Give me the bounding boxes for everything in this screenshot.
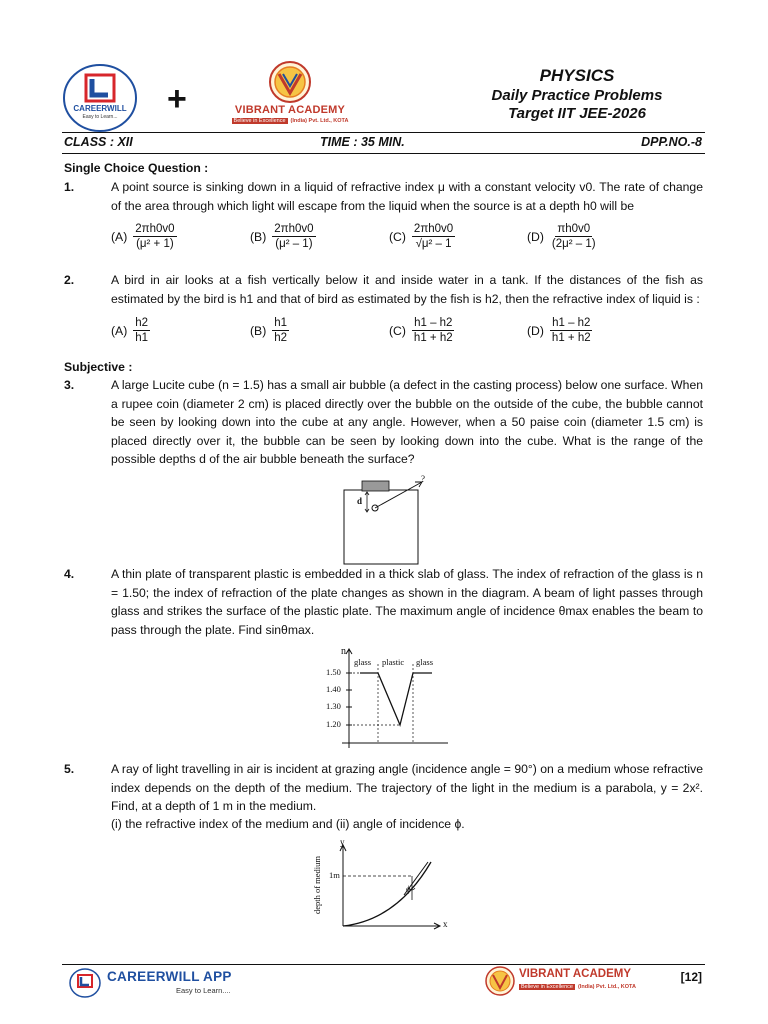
q4-number: 4. — [64, 567, 75, 581]
vibrant-logo-name: VIBRANT ACADEMY — [234, 104, 346, 116]
q3-text: A large Lucite cube (n = 1.5) has a small air bubble (a defect in the casting process) below one surface. When a rupee coin (diameter 2 cm) is placed directly over the bubble on the outside of the cube, the bubble cannot be seen by looking down into the cube at any angle. However, when a 50 paise coin (diameter 1.5 cm) is placed directly over it, the bubble can be seen by looking down into the cube. What is the range of the possible depths d of the air bubble beneath the surface? — [111, 378, 703, 466]
parabola-ylabel: depth of medium — [312, 855, 323, 915]
plate-tick-1-40: 1.40 — [326, 684, 341, 694]
footer-vibrant-motto: Believe in Excellence — [521, 984, 573, 990]
figure-refractive-index-plate — [320, 646, 450, 750]
subject-title: PHYSICS — [539, 66, 615, 85]
footer-vibrant-name: VIBRANT ACADEMY — [519, 968, 632, 980]
q2-option-a-label: (A) — [111, 323, 128, 338]
section-subjective: Subjective : — [64, 360, 133, 374]
target-title: Target IIT JEE-2026 — [508, 105, 646, 122]
figure-parabola-trajectory — [312, 837, 457, 932]
q1-option-a-num: 2πh0v0 — [135, 223, 175, 235]
q5-number: 5. — [64, 762, 75, 776]
header-rule-top — [62, 132, 705, 133]
q1-option-b-den: (μ² – 1) — [275, 238, 313, 250]
q1-option-b-num: 2πh0v0 — [274, 223, 314, 235]
info-class: CLASS : XII — [64, 135, 133, 149]
vibrant-academy-logo — [226, 60, 354, 130]
q2-option-c[interactable] — [389, 316, 455, 345]
plate-label-glass-right: glass — [416, 657, 433, 667]
parabola-axis-x: x — [443, 919, 448, 929]
plate-axis-n: n — [341, 646, 346, 657]
q1-option-d-label: (D) — [527, 229, 544, 244]
page-number: [12] — [680, 970, 702, 984]
q2-option-a[interactable] — [111, 316, 150, 345]
q1-option-c-den: √μ² – 1 — [415, 238, 452, 250]
q2-option-a-den: h1 — [135, 332, 149, 344]
q1-number: 1. — [64, 180, 75, 194]
parabola-label-1m: 1m — [329, 870, 340, 880]
q1-option-c[interactable] — [389, 222, 455, 251]
plate-tick-1-20: 1.20 — [326, 719, 341, 729]
q1-option-d-num: πh0v0 — [557, 223, 591, 235]
footer-careerwill-icon — [69, 968, 101, 998]
q1-option-b[interactable] — [250, 222, 316, 251]
q2-option-b-den: h2 — [274, 332, 288, 344]
figure-lucite-cube — [335, 474, 445, 566]
q2-option-d[interactable] — [527, 316, 593, 345]
plate-tick-1-30: 1.30 — [326, 701, 341, 711]
q2-option-d-label: (D) — [527, 323, 544, 338]
careerwill-logo-tagline: Easy to Learn... — [82, 114, 118, 120]
q2-option-b[interactable] — [250, 316, 289, 345]
dpp-title: Daily Practice Problems — [491, 87, 663, 104]
q1-option-c-num: 2πh0v0 — [413, 223, 454, 235]
q2-option-d-den: h1 + h2 — [551, 332, 591, 344]
vibrant-logo-motto: Believe in Excellence — [233, 118, 286, 124]
q3-number: 3. — [64, 378, 75, 392]
vibrant-logo-tagline: (India) Pvt. Ltd., KOTA — [290, 118, 349, 124]
q2-option-c-num: h1 – h2 — [414, 317, 453, 329]
q2-option-c-label: (C) — [389, 323, 406, 338]
q1-option-a-den: (μ² + 1) — [136, 238, 174, 250]
plate-label-glass-left: glass — [354, 657, 371, 667]
footer-app-name: CAREERWILL APP — [107, 969, 232, 984]
footer-app-tagline: Easy to Learn.... — [176, 986, 231, 995]
q4-text: A thin plate of transparent plastic is embedded in a thick slab of glass. The index of refraction of the glass is n = 1.50; the index of refraction of the plate changes as shown in the diagram. A beam of light passes through glass and strikes the surface of the plastic plate. The maximum angle of incidence θmax enables the beam to pass through the plate. Find sinθmax. — [111, 567, 703, 637]
q2-number: 2. — [64, 273, 75, 287]
q1-option-c-label: (C) — [389, 229, 406, 244]
q1-option-a[interactable] — [111, 222, 177, 251]
parabola-label-phi: ϕ — [406, 884, 411, 894]
q1-option-b-label: (B) — [250, 229, 267, 244]
q1-text: A point source is sinking down in a liquid of refractive index μ with a constant velocity v0. The rate of change of the area through which light will escape from the liquid when the source is at a depth h0 will be — [111, 180, 703, 213]
q2-option-d-num: h1 – h2 — [552, 317, 591, 329]
plate-tick-1-50: 1.50 — [326, 667, 341, 677]
careerwill-logo-name: CAREERWILL — [73, 104, 127, 113]
header-rule-bottom — [62, 153, 705, 154]
q1-option-d-den: (2μ² – 1) — [551, 238, 596, 250]
info-dpp: DPP.NO.-8 — [641, 135, 702, 149]
q2-option-a-num: h2 — [135, 317, 149, 329]
info-time: TIME : 35 MIN. — [320, 135, 405, 149]
q5-text: A ray of light travelling in air is incident at grazing angle (incidence angle = 90°) on a medium whose refractive index depends on the depth of the medium. The trajectory of the light in the medium is a parabola, y = 2x². Find, at a depth of 1 m in the medium. — [111, 762, 703, 813]
footer-vibrant-logo — [484, 965, 674, 997]
cube-label-question: ? — [421, 474, 425, 484]
q2-text: A bird in air looks at a fish vertically below it and inside water in a tank. If the distances of the fish as estimated by the bird is h1 and that of bird as estimated by the fish is h2, then the refractive index of liquid is : — [111, 273, 703, 306]
footer-vibrant-tagline: (India) Pvt. Ltd., KOTA — [577, 984, 636, 990]
q1-option-d[interactable] — [527, 222, 598, 251]
q1-option-a-label: (A) — [111, 229, 128, 244]
plate-label-plastic: plastic — [382, 657, 405, 667]
q2-option-c-den: h1 + h2 — [413, 332, 453, 344]
q2-option-b-label: (B) — [250, 323, 267, 338]
q2-option-b-num: h1 — [274, 317, 288, 329]
cube-label-d: d — [357, 496, 363, 506]
section-single-choice: Single Choice Question : — [64, 161, 209, 175]
plus-sign: + — [167, 80, 187, 118]
q5-subparts: (i) the refractive index of the medium and (ii) angle of incidence ϕ. — [111, 817, 465, 831]
careerwill-logo — [62, 63, 138, 133]
parabola-axis-y: y — [340, 837, 345, 847]
